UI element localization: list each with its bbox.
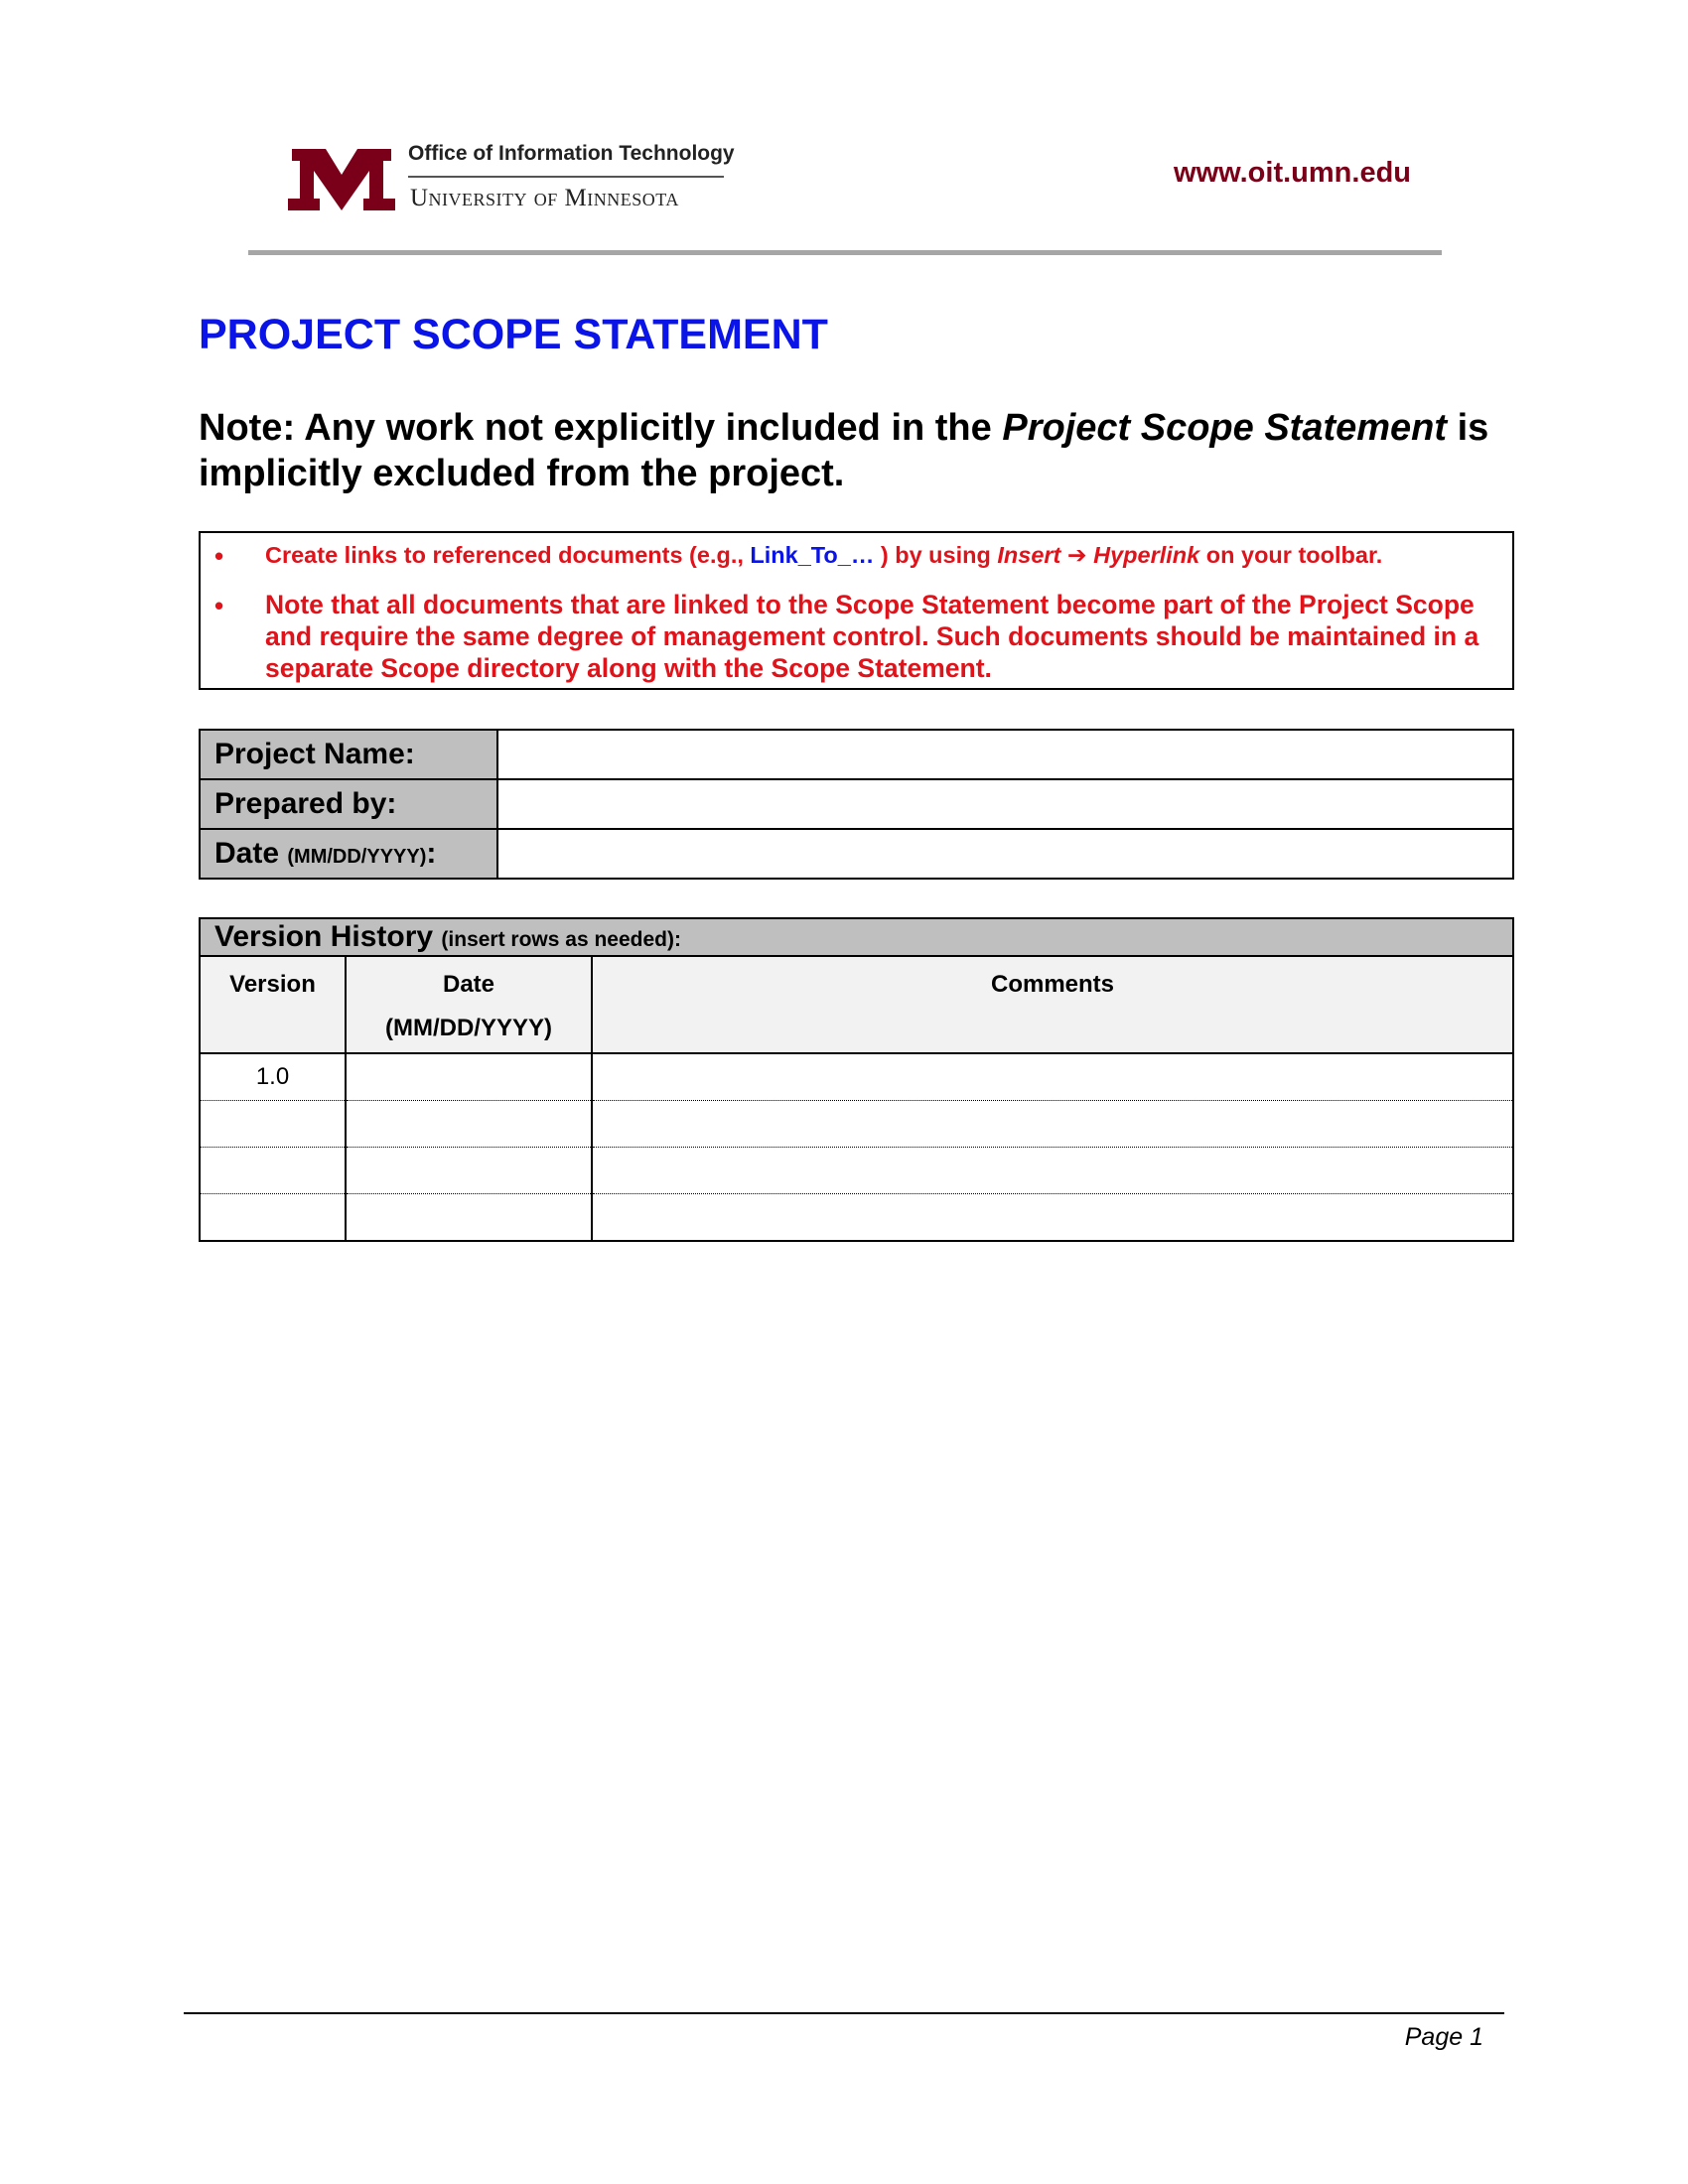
column-header-date [346, 956, 592, 1053]
column-header-date-format: (MM/DD/YYYY) [385, 1015, 552, 1041]
version-history-subtitle: (insert rows as needed): [441, 928, 681, 951]
project-name-label: Project Name: [200, 730, 497, 779]
insert-menu-label: Insert [997, 542, 1061, 568]
bullet-icon: • [214, 541, 224, 571]
version-history-table [199, 917, 1514, 1242]
date-label-cell [200, 829, 497, 879]
note-emphasis: Project Scope Statement [1002, 407, 1448, 449]
date-field[interactable] [497, 829, 1513, 879]
hyperlink-menu-label: Hyperlink [1093, 542, 1200, 568]
website-link[interactable]: www.oit.umn.edu [1174, 157, 1411, 189]
instruction-text: Create links to referenced documents (e.g., [265, 542, 751, 568]
header-divider [248, 250, 1442, 255]
comments-cell[interactable] [592, 1053, 1513, 1101]
document-title: PROJECT SCOPE STATEMENT [199, 311, 828, 358]
prepared-by-field[interactable] [497, 779, 1513, 829]
date-cell[interactable] [346, 1194, 592, 1242]
table-row [200, 1101, 1513, 1148]
project-name-field[interactable] [497, 730, 1513, 779]
comments-cell[interactable] [592, 1194, 1513, 1242]
example-link[interactable]: Link_To_… [750, 542, 875, 568]
date-colon: : [426, 837, 437, 870]
university-name: University of Minnesota [410, 185, 679, 211]
prepared-by-label: Prepared by: [200, 779, 497, 829]
bullet-icon: • [214, 591, 224, 620]
table-row [200, 1053, 1513, 1101]
instruction-linked-docs: Note that all documents that are linked to the Scope Statement become part of the Project Scope and require the same degree of management control. Such documents should be maintained in a separate Scope directory along with the Scope Statement. [265, 590, 1479, 683]
logo-divider [408, 176, 724, 178]
column-header-comments: Comments [592, 956, 1513, 1053]
note-suffix: is implicitly excluded from the project. [199, 407, 1489, 494]
version-cell[interactable] [200, 1101, 346, 1148]
date-cell[interactable] [346, 1101, 592, 1148]
column-header-date-label: Date [442, 971, 495, 998]
date-format-hint: (MM/DD/YYYY) [287, 846, 427, 868]
office-name: Office of Information Technology [408, 142, 735, 165]
date-cell[interactable] [346, 1148, 592, 1194]
version-cell[interactable]: 1.0 [200, 1053, 346, 1101]
date-label: Date [214, 837, 280, 870]
arrow-icon: ➔ [1066, 542, 1087, 568]
scope-note [199, 405, 1529, 496]
date-row [200, 829, 1513, 879]
page-number: Page 1 [1404, 2023, 1483, 2051]
version-history-column-headers [200, 956, 1513, 1053]
comments-cell[interactable] [592, 1101, 1513, 1148]
instruction-links [265, 541, 1382, 569]
footer-divider [184, 2012, 1504, 2014]
instruction-text: on your toolbar. [1199, 542, 1383, 568]
instruction-text: ) by using [874, 542, 998, 568]
project-info-table [199, 729, 1514, 880]
column-header-version: Version [200, 956, 346, 1053]
version-history-header [200, 918, 1513, 956]
version-cell[interactable] [200, 1148, 346, 1194]
project-name-row [200, 730, 1513, 779]
version-cell[interactable] [200, 1194, 346, 1242]
prepared-by-row [200, 779, 1513, 829]
table-row [200, 1194, 1513, 1242]
version-history-title: Version History [214, 920, 434, 953]
note-prefix: Note: Any work not explicitly included in the [199, 407, 1003, 449]
date-cell[interactable] [346, 1053, 592, 1101]
instructions-box [199, 531, 1514, 690]
table-row [200, 1148, 1513, 1194]
comments-cell[interactable] [592, 1148, 1513, 1194]
university-m-logo-icon [288, 149, 395, 210]
